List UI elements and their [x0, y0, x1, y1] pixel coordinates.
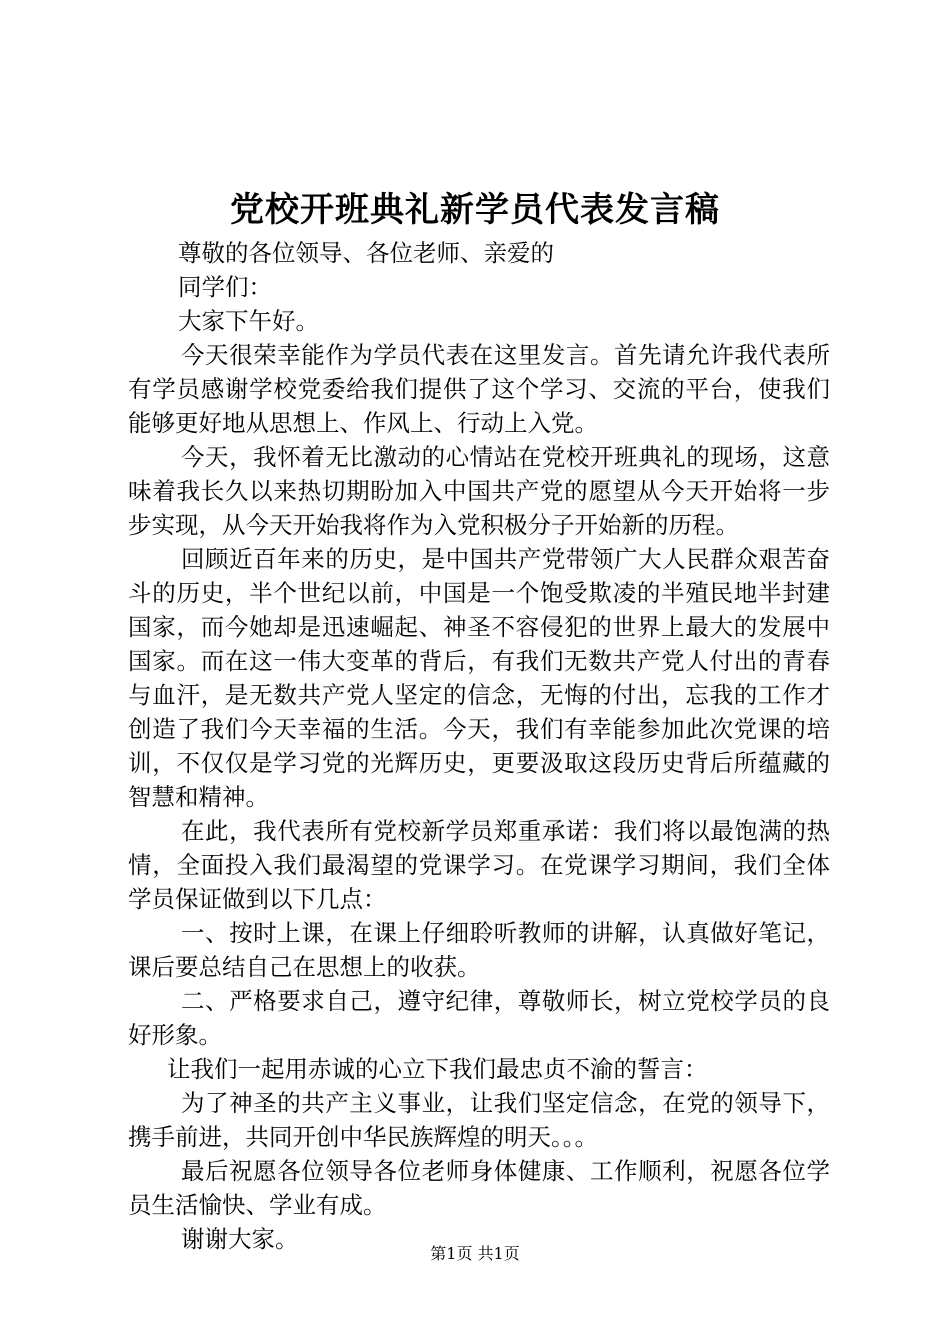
document-body [128, 236, 830, 1256]
paragraph-9: 最后祝愿各位领导各位老师身体健康、工作顺利，祝愿各位学员生活愉快、学业有成。 [128, 1157, 830, 1219]
paragraph-8: 为了神圣的共产主义事业，让我们坚定信念，在党的领导下，携手前进，共同开创中华民族辉煌的明天。。。 [128, 1089, 830, 1151]
paragraph-10: 谢谢大家。 [181, 1225, 299, 1253]
page-footer: 第1页 共1页 [430, 1244, 520, 1263]
salutation-line-2: 同学们： [178, 273, 272, 301]
paragraph-3: 回顾近百年来的历史，是中国共产党带领广大人民群众艰苦奋斗的历史，半个世纪以前，中国是一个饱受欺凌的半殖民地半封建国家，而今她却是迅速崛起、神圣不容侵犯的世界上最大的发展中国家。而在这一伟大变革的背后，有我们无数共产党人付出的青春与血汗，是无数共产党人坚定的信念，无悔的付出，忘我的工作才创造了我们今天幸福的生活。今天，我们有幸能参加此次党课的培训，不仅仅是学习党的光辉历史，更要汲取这段历史背后所蕴藏的智慧和精神。 [128, 545, 830, 811]
paragraph-2: 今天，我怀着无比激动的心情站在党校开班典礼的现场，这意味着我长久以来热切期盼加入中国共产党的愿望从今天开始将一步步实现，从今天开始我将作为入党积极分子开始新的历程。 [128, 443, 830, 539]
paragraph-6: 二、严格要求自己，遵守纪律，尊敬师长，树立党校学员的良好形象。 [128, 987, 830, 1049]
greeting: 大家下午好。 [178, 307, 319, 335]
paragraph-1: 今天很荣幸能作为学员代表在这里发言。首先请允许我代表所有学员感谢学校党委给我们提供了这个学习、交流的平台，使我们能够更好地从思想上、作风上、行动上入党。 [128, 341, 830, 437]
paragraph-4: 在此，我代表所有党校新学员郑重承诺：我们将以最饱满的热情，全面投入我们最渴望的党课学习。在党课学习期间，我们全体学员保证做到以下几点： [128, 817, 830, 913]
document-title: 党校开班典礼新学员代表发言稿 [230, 190, 720, 230]
paragraph-7: 让我们一起用赤诚的心立下我们最忠贞不渝的誓言： [167, 1055, 708, 1083]
paragraph-5: 一、按时上课，在课上仔细聆听教师的讲解，认真做好笔记，课后要总结自己在思想上的收获。 [128, 919, 830, 981]
salutation-line-1: 尊敬的各位领导、各位老师、亲爱的 [178, 239, 554, 267]
